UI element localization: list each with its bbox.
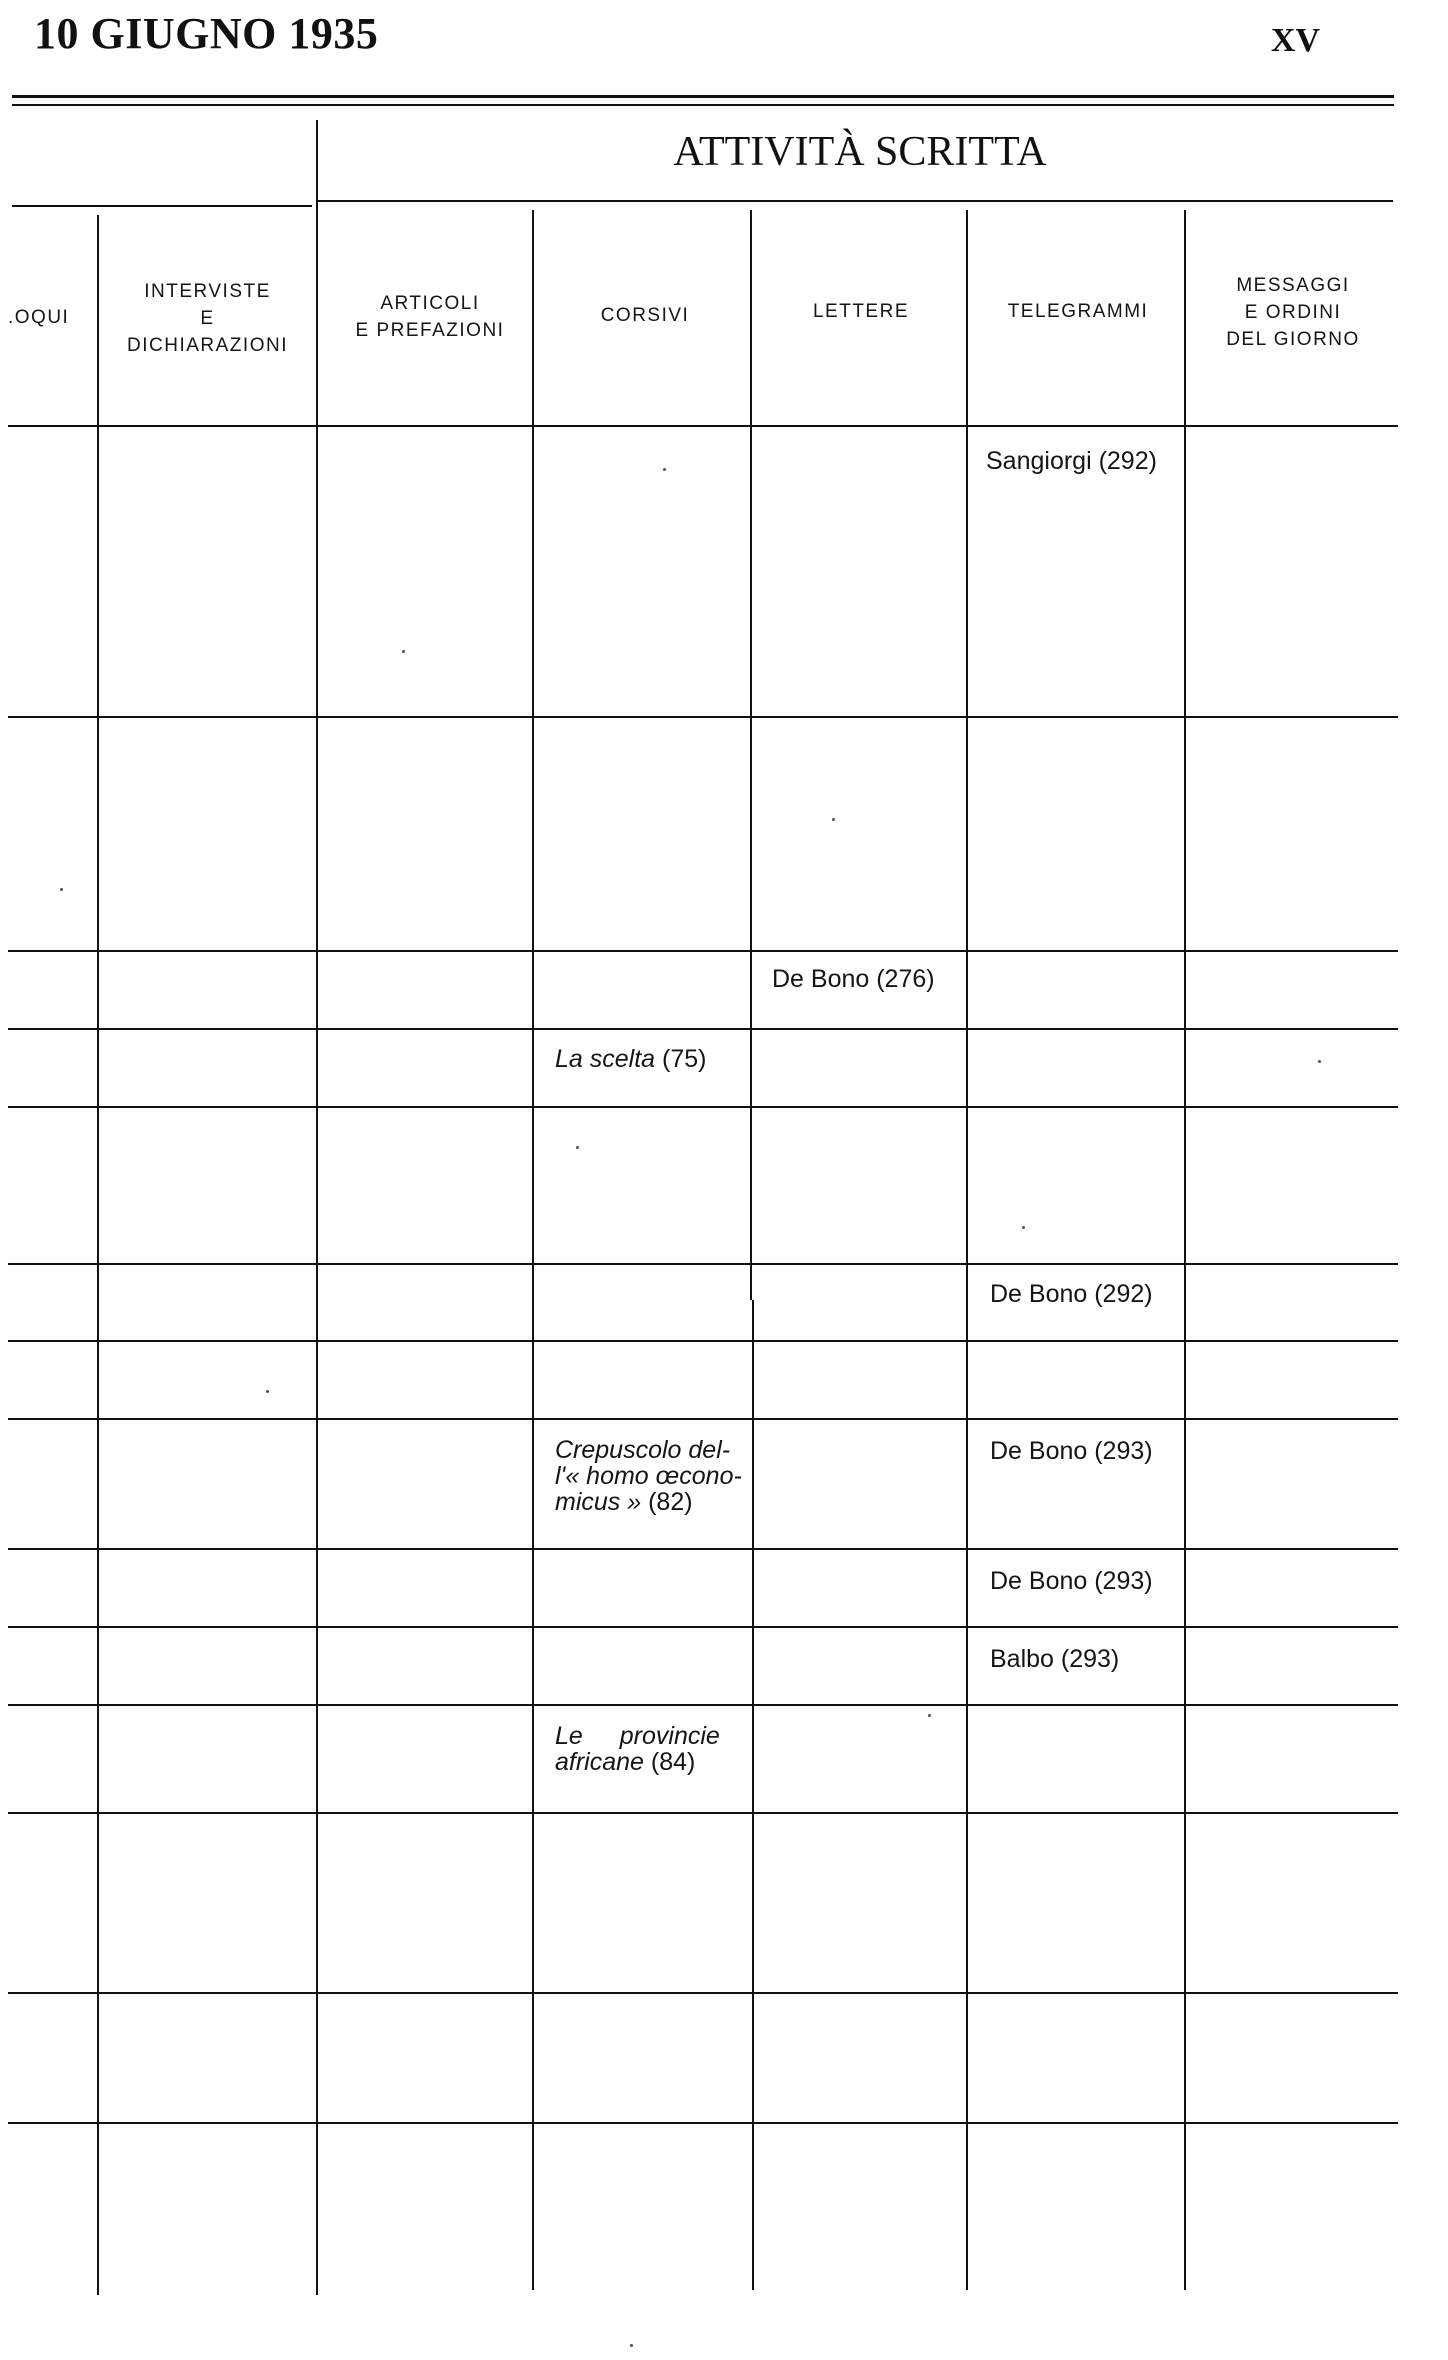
corsivo-crepuscolo-line2: l'« homo œcono- bbox=[555, 1462, 742, 1490]
corsivo-province-line1: Le provincie bbox=[555, 1722, 720, 1750]
col-divider-1 bbox=[97, 215, 99, 2295]
scan-speck bbox=[928, 1714, 931, 1717]
scan-speck bbox=[1022, 1226, 1025, 1229]
scan-speck bbox=[60, 888, 63, 891]
telegram-balbo: Balbo (293) bbox=[990, 1645, 1120, 1673]
row-rule bbox=[8, 2122, 1398, 2124]
row-rule bbox=[8, 1418, 1398, 1420]
col-header-interviste bbox=[100, 278, 315, 359]
col-header-messaggi-line1: MESSAGGI bbox=[1236, 275, 1350, 296]
row-rule bbox=[8, 1704, 1398, 1706]
header-rule-bottom bbox=[12, 104, 1394, 106]
col-divider-2 bbox=[316, 120, 318, 2295]
corsivo-province-africane bbox=[555, 1723, 745, 1775]
scan-speck bbox=[576, 1146, 579, 1149]
scan-speck bbox=[832, 818, 835, 821]
row-rule bbox=[8, 1812, 1398, 1814]
letter-debono-276: De Bono (276) bbox=[772, 965, 935, 993]
corsivo-province-line2 bbox=[555, 1749, 745, 1775]
scan-speck bbox=[663, 468, 666, 471]
col-header-corsivi: CORSIVI bbox=[600, 305, 690, 326]
telegram-debono-292: De Bono (292) bbox=[990, 1280, 1153, 1308]
row-rule bbox=[8, 1548, 1398, 1550]
telegram-debono-293-a: De Bono (293) bbox=[990, 1437, 1153, 1465]
col-header-colloqui: .OQUI bbox=[8, 307, 70, 328]
col-header-messaggi bbox=[1188, 272, 1398, 353]
corsivo-crepuscolo bbox=[555, 1437, 745, 1515]
col-divider-5 bbox=[966, 210, 968, 2290]
col-divider-4b bbox=[752, 1300, 754, 2290]
corsivo-crepuscolo-ref: (82) bbox=[648, 1488, 693, 1516]
col-header-interviste-line3: DICHIARAZIONI bbox=[127, 335, 288, 356]
page-volume: XV bbox=[1270, 22, 1320, 59]
corsivo-crepuscolo-line1: Crepuscolo del- bbox=[555, 1436, 731, 1464]
page-date: 10 GIUGNO 1935 bbox=[34, 9, 379, 58]
col-header-telegrammi: TELEGRAMMI bbox=[1007, 301, 1149, 322]
scan-speck bbox=[402, 650, 405, 653]
corsivo-la-scelta-ref: (75) bbox=[662, 1045, 707, 1073]
col-divider-3 bbox=[532, 210, 534, 2290]
col-divider-4 bbox=[750, 210, 752, 1300]
corsivo-la-scelta bbox=[555, 1046, 706, 1072]
corsivo-province-line2-text: africane bbox=[555, 1748, 644, 1776]
row-rule bbox=[8, 950, 1398, 952]
header-rule-top bbox=[12, 95, 1394, 98]
section-left-box-rule bbox=[12, 205, 312, 207]
telegram-debono-293-b: De Bono (293) bbox=[990, 1567, 1153, 1595]
col-header-interviste-line2: E bbox=[200, 308, 215, 329]
scan-speck bbox=[266, 1390, 269, 1393]
corsivo-crepuscolo-line3-text: micus » bbox=[555, 1488, 642, 1516]
scan-speck bbox=[1318, 1060, 1321, 1063]
col-header-articoli bbox=[330, 290, 530, 344]
corsivo-province-ref: (84) bbox=[650, 1748, 696, 1776]
corsivo-la-scelta-title: La scelta bbox=[555, 1045, 656, 1073]
row-rule bbox=[8, 1340, 1398, 1342]
row-rule bbox=[8, 1263, 1398, 1265]
section-title: ATTIVITÀ SCRITTA bbox=[673, 129, 1047, 175]
row-rule bbox=[8, 425, 1398, 427]
row-rule bbox=[8, 1106, 1398, 1108]
col-header-messaggi-line2: E ORDINI bbox=[1244, 302, 1342, 323]
scan-speck bbox=[630, 2344, 633, 2347]
row-rule bbox=[8, 1028, 1398, 1030]
col-header-articoli-line2: E PREFAZIONI bbox=[355, 320, 505, 341]
col-header-articoli-line1: ARTICOLI bbox=[380, 293, 480, 314]
section-title-underline bbox=[318, 200, 1393, 202]
col-header-lettere: LETTERE bbox=[812, 301, 910, 322]
telegram-sangiorgi: Sangiorgi (292) bbox=[986, 447, 1157, 475]
row-rule bbox=[8, 1626, 1398, 1628]
col-header-messaggi-line3: DEL GIORNO bbox=[1226, 329, 1360, 350]
row-rule bbox=[8, 716, 1398, 718]
col-header-interviste-line1: INTERVISTE bbox=[144, 281, 271, 302]
corsivo-crepuscolo-line3 bbox=[555, 1489, 745, 1515]
row-rule bbox=[8, 1992, 1398, 1994]
col-divider-6 bbox=[1184, 210, 1186, 2290]
